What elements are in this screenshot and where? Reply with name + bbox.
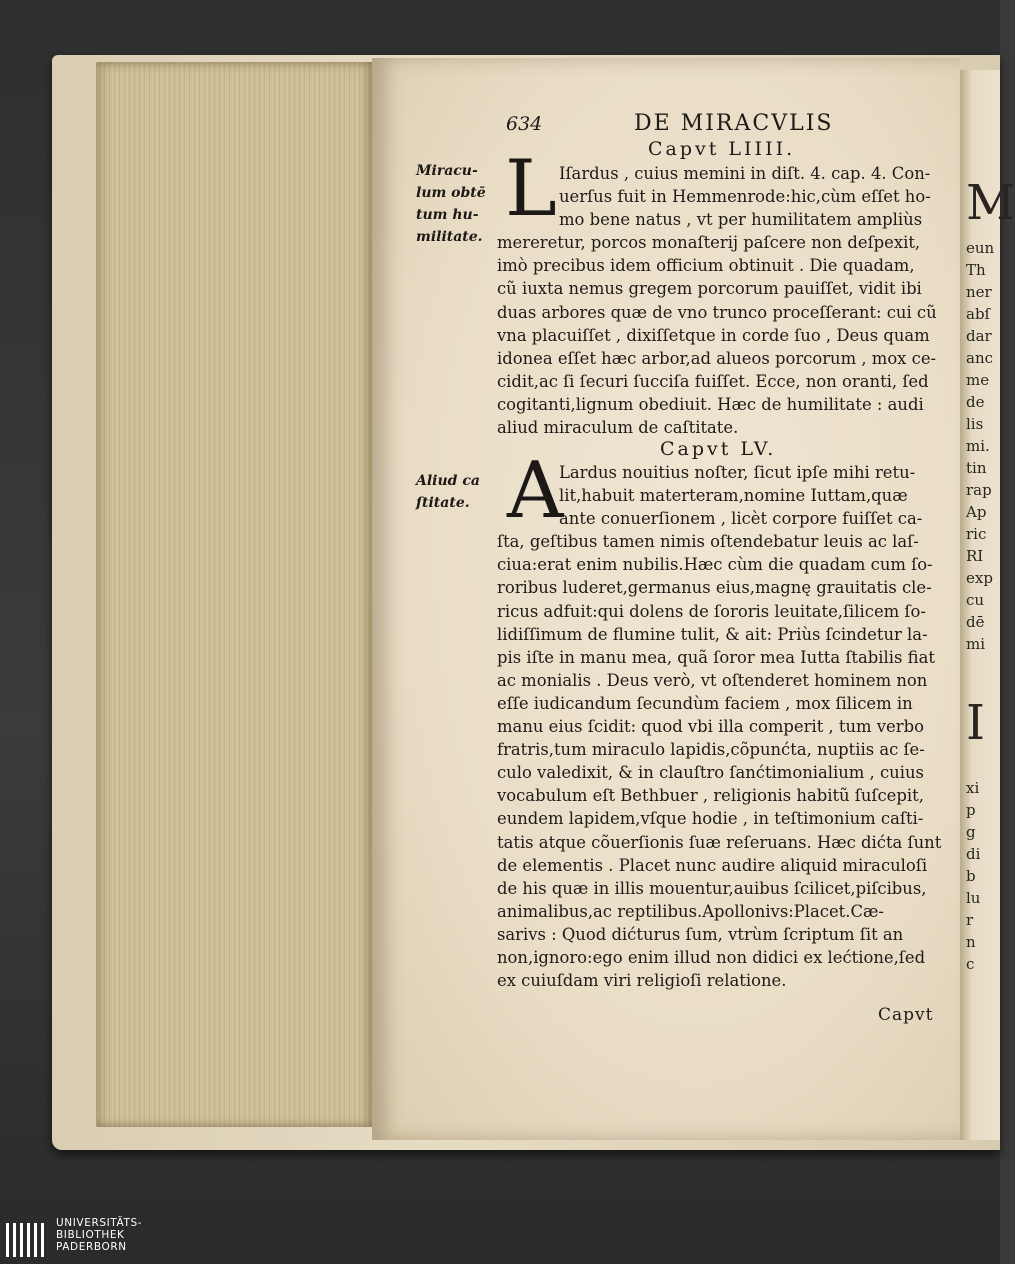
text-line: cũ iuxta nemus gregem porcorum pauiſſet, vidit ibi [497, 279, 922, 299]
text-line: Lardus nouitius noſter, ſicut ipſe mihi retu- [559, 463, 916, 482]
text-line: ſta, geſtibus tamen nimis oſtendebatur leuis ac laſ- [497, 532, 919, 552]
text-line: cidit,ac ſi ſecuri ſucciſa fuiſſet. Ecce, non oranti, ſed [497, 371, 929, 391]
text-line: imò precibus idem officium obtinuit . Die quadam, [497, 256, 915, 276]
logo-text-line: UNIVERSITÄTS- [56, 1217, 143, 1229]
next-page-fragment: rap [966, 481, 992, 499]
text-line: tatis atque cõuerſionis ſuæ reſeruans. Hæc dićta ſunt [497, 832, 942, 852]
text-line: ac monialis . Deus verò, vt oſtenderet hominem non [497, 670, 928, 690]
next-page-fragment: p [966, 801, 976, 819]
next-page-fragment: abſ [966, 305, 991, 323]
text-line: cogitanti,lignum obediuit. Hæc de humilitate : audi [497, 394, 924, 414]
catchword: Capvt [878, 1005, 934, 1025]
next-page-initial: I [966, 695, 985, 751]
next-page-fragment: Ap [966, 503, 987, 521]
next-page-fragment: de [966, 393, 985, 411]
text-line: mo bene natus , vt per humilitatem ampliùs [559, 210, 923, 230]
text-line: uerſus fuit in Hemmenrode:hic,cùm eſſet ho- [559, 187, 931, 207]
text-line: ricus adfuit:qui dolens de ſororis leuitate,ſilicem ſo- [497, 601, 926, 621]
logo-text-line: BIBLIOTHEK [56, 1229, 125, 1241]
next-page-fragment: n [966, 933, 976, 951]
next-page-fragment: r [966, 911, 974, 929]
text-line: vna placuiſſet , dixiſſetque in corde ſuo , Deus quam [497, 325, 930, 345]
logo-text-line: PADERBORN [56, 1241, 127, 1253]
next-page-fragment: mi [966, 635, 986, 653]
next-page-fragment: di [966, 845, 981, 863]
next-page-fragment: me [966, 371, 990, 389]
text-line: de his quæ in illis mouentur,auibus ſcilicet,piſcibus, [497, 878, 927, 898]
next-page-fragment: ric [966, 525, 987, 543]
text-line: ante conuerſionem , licèt corpore fuiſſet ca- [559, 509, 923, 529]
text-line: vocabulum eſt Bethbuer , religionis habitũ ſuſcepit, [497, 786, 924, 806]
chapter-body [497, 162, 937, 439]
next-page-fragment: anc [966, 349, 994, 367]
running-head: DE MIRACVLIS [634, 111, 834, 136]
chapter-title: Capvt LIIII. [648, 138, 796, 160]
next-page-sliver [960, 70, 1015, 1140]
text-line: non,ignoro:ego enim illud non didici ex lećtione,ſed [497, 947, 926, 967]
next-page-fragment: b [966, 867, 976, 885]
text-line: de elementis . Placet nunc audire aliquid miraculoſi [497, 855, 928, 875]
text-line: animalibus,ac reptilibus.Apollonivs:Placet.Cæ- [497, 901, 884, 921]
text-line: idonea eſſet hæc arbor,ad alueos porcorum , mox ce- [497, 348, 937, 368]
page-edges [96, 62, 374, 1127]
text-line: ex cuiuſdam viri religioſi relatione. [497, 971, 787, 991]
margin-note-line: lum obtē [416, 185, 486, 201]
next-page-fragment: g [966, 823, 976, 841]
page-number: 634 [506, 113, 543, 135]
next-page-fragment: eun [966, 239, 995, 257]
text-line: lit,habuit materteram,nomine Iuttam,quæ [559, 486, 908, 506]
margin-note-line: Miracu- [416, 163, 478, 179]
text-line: duas arbores quæ de vno trunco proceſſerant: cui cũ [497, 302, 937, 322]
text-line: Iſardus , cuius memini in diſt. 4. cap. 4. Con- [559, 164, 931, 183]
margin-note [416, 470, 480, 514]
next-page-fragment: RI [966, 547, 984, 565]
text-line: pis iſte in manu mea, quã ſoror mea Iutta ſtabilis fiat [497, 647, 935, 667]
next-page-fragment: tin [966, 459, 987, 477]
chapter-title: Capvt LV. [660, 438, 777, 460]
drop-capital: L [505, 144, 557, 234]
text-line: eundem lapidem,vſque hodie , in teſtimonium caſti- [497, 809, 924, 829]
text-line: eſſe iudicandum ſecundùm faciem , mox ſilicem in [497, 693, 913, 713]
next-page-fragment: Th [966, 261, 986, 279]
text-line: aliud miraculum de caſtitate. [497, 418, 739, 438]
next-page-initial: M [966, 175, 1015, 231]
text-line: lidiſſimum de flumine tulit, & ait: Priùs ſcindetur la- [497, 624, 928, 644]
margin-note-line: militate. [416, 229, 483, 245]
next-page-fragment: dar [966, 327, 992, 345]
library-logo-icon [6, 1223, 50, 1257]
text-line: sarivs : Quod dićturus ſum, vtrùm ſcriptum ſit an [497, 924, 904, 944]
footer-bar [0, 1215, 1000, 1264]
text-line: manu eius ſcidit: quod vbi illa comperit , tum verbo [497, 717, 924, 737]
next-page-fragment: xi [966, 779, 980, 797]
next-page-fragment: lu [966, 889, 981, 907]
margin-note-line: tum hu- [416, 207, 479, 223]
next-page-fragment: ner [966, 283, 992, 301]
text-line: roribus luderet,germanus eius,magnę grauitatis cle- [497, 578, 932, 598]
text-line: ciua:erat enim nubilis.Hæc cùm die quadam cum ſo- [497, 555, 933, 575]
next-page-fragment: mi. [966, 437, 990, 455]
text-line: culo valedixit, & in clauſtro ſanćtimonialium , cuius [497, 763, 924, 783]
drop-capital: A [507, 446, 564, 536]
chapter-body [497, 461, 942, 992]
text-line: fratris,tum miraculo lapidis,cõpunćta, nuptiis ac ſe- [497, 740, 925, 760]
text-line: mereretur, porcos monaſterij paſcere non deſpexit, [497, 233, 921, 253]
margin-note-line: ſtitate. [416, 495, 470, 511]
next-page-fragment: lis [966, 415, 984, 433]
next-page-fragment: exp [966, 569, 993, 587]
next-page-fragment: cu [966, 591, 985, 609]
next-page-fragment: c [966, 955, 975, 973]
margin-note [416, 160, 486, 248]
margin-note-line: Aliud ca [416, 473, 480, 489]
next-page-fragment: dē [966, 613, 985, 631]
